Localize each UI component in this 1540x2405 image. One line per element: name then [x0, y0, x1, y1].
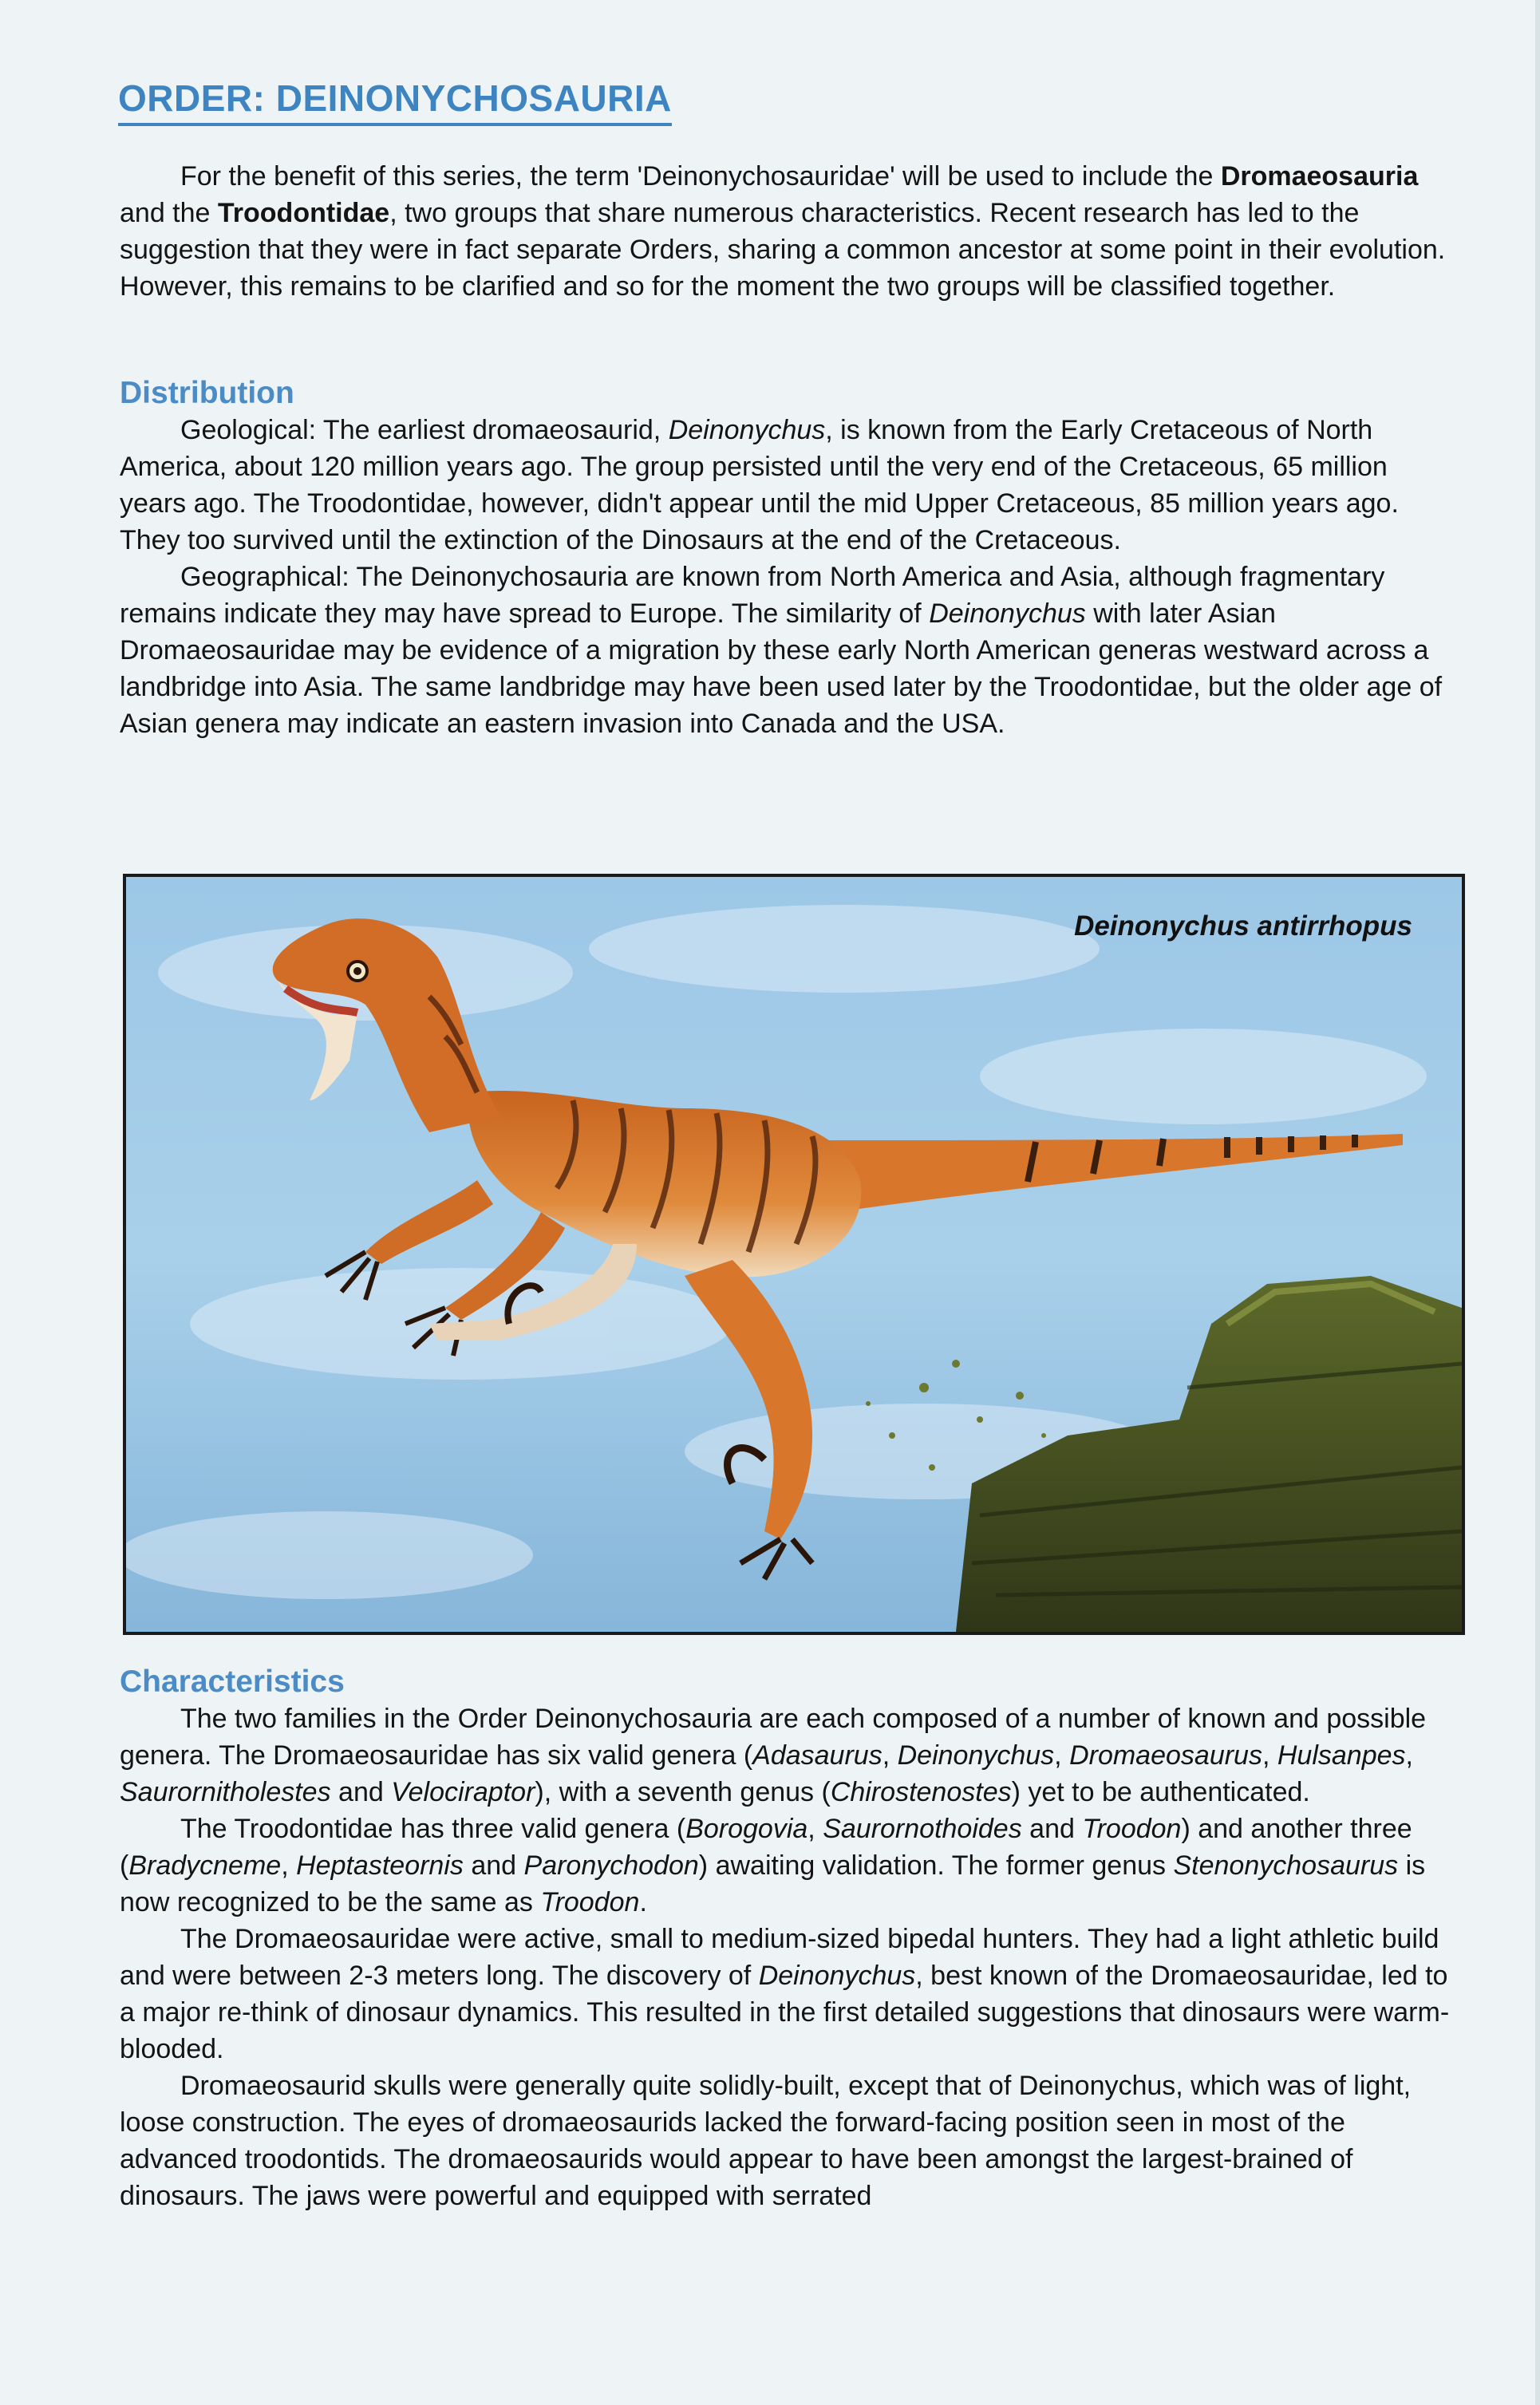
char-text: , — [1262, 1740, 1277, 1771]
char-text: , — [1405, 1740, 1413, 1771]
genus-deinonychus: Deinonychus — [929, 598, 1086, 629]
char-text: Dromaeosaurid skulls were generally quite solidly-built, except that of Deinonychus, which was of light, loose construction. The eyes of dromaeosaurids lacked the forward-facing position seen in most of the advanced troodontids. The dromaeosaurids would appear to have been amongst the largest-brained of dinosaurs. The jaws were powerful and equipped with serrated — [120, 2071, 1412, 2211]
char-text: The Dromaeosauridae were active, small to medium-sized bipedal hunters. They had a light athletic build and were between 2-3 meters long. The discovery of — [120, 1924, 1439, 1991]
genus-name: Troodon — [540, 1887, 640, 1917]
char-text: is now recognized to be the same as — [120, 1850, 1426, 1917]
intro-text: , two groups that share numerous characteristics. Recent research has led to the suggestion that they were in fact separate Orders, sharing a common ancestor at some point in their evolution. However, this remains to be clarified and so for the moment the two groups will be classified together. — [120, 198, 1446, 302]
char-text: , best known of the Dromaeosauridae, led to a major re-think of dinosaur dynamics. This resulted in the first detailed suggestions that dinosaurs were warm-blooded. — [120, 1961, 1450, 2064]
genus-name: Stenonychosaurus — [1173, 1850, 1399, 1881]
characteristics-paragraph-1 — [120, 1700, 1460, 1811]
genus-name: Borogovia — [685, 1814, 808, 1844]
char-text: ) and another three ( — [120, 1814, 1412, 1881]
characteristics-section — [120, 1664, 1460, 2214]
char-text: . — [639, 1887, 647, 1917]
char-text: , — [808, 1814, 823, 1844]
geological-paragraph — [120, 412, 1460, 559]
geographical-paragraph — [120, 559, 1460, 742]
characteristics-heading: Characteristics — [120, 1665, 345, 1699]
intro-paragraph — [120, 158, 1460, 305]
char-text: , — [882, 1740, 898, 1771]
characteristics-paragraph-3 — [120, 1921, 1460, 2067]
genus-deinonychus: Deinonychus — [668, 415, 826, 445]
genus-name: Bradycneme — [128, 1850, 282, 1881]
geo-text: with later Asian Dromaeosauridae may be evidence of a migration by these early North American generas westward across a landbridge into Asia. The same landbridge may have been used later by the Troodontidae, but the older age of Asian genera may indicate an eastern invasion into Canada and the USA. — [120, 598, 1443, 739]
geo-text: Geographical: The Deinonychosauria are known from North America and Asia, although fragmentary remains indicate they may have spread to Europe. The similarity of — [120, 562, 1385, 629]
char-text: ) yet to be authenticated. — [1011, 1777, 1310, 1807]
genus-name: Velociraptor — [391, 1777, 535, 1807]
genus-name: Paronychodon — [523, 1850, 699, 1881]
page-title: ORDER: DEINONYCHOSAURIA — [118, 77, 672, 126]
char-text: and — [1021, 1814, 1083, 1844]
genus-name: Adasaurus — [752, 1740, 883, 1771]
distribution-heading: Distribution — [120, 376, 294, 410]
illustration-caption: Deinonychus antirrhopus — [1074, 910, 1412, 942]
intro-text: and the — [120, 198, 218, 228]
geo-text: Geological: The earliest dromaeosaurid, — [180, 415, 669, 445]
char-text: and — [463, 1850, 524, 1881]
dinosaur-illustration — [123, 874, 1465, 1635]
genus-name: Hulsanpes — [1277, 1740, 1406, 1771]
genus-name: Dromaeosaurus — [1069, 1740, 1262, 1771]
characteristics-paragraph-4 — [120, 2067, 1460, 2214]
char-text: The Troodontidae has three valid genera ( — [180, 1814, 686, 1844]
intro-text: For the benefit of this series, the term 'Deinonychosauridae' will be used to include the — [180, 161, 1221, 192]
char-text: , — [281, 1850, 297, 1881]
char-text: ) awaiting validation. The former genus — [698, 1850, 1174, 1881]
genus-name: Chirostenostes — [830, 1777, 1012, 1807]
intro-section — [120, 158, 1460, 305]
genus-name: Heptasteornis — [296, 1850, 464, 1881]
char-text: The two families in the Order Deinonychosauria are each composed of a number of known and possible genera. The Dromaeosauridae has six valid genera ( — [120, 1704, 1427, 1771]
geo-text: , is known from the Early Cretaceous of North America, about 120 million years ago. The group persisted until the very end of the Cretaceous, 65 million years ago. The Troodontidae, however, didn't appear until the mid Upper Cretaceous, 85 million years ago. They too survived until the extinction of the Dinosaurs at the end of the Cretaceous. — [120, 415, 1399, 555]
deinonychus-painting — [126, 877, 1462, 1632]
char-text: ), with a seventh genus ( — [535, 1777, 831, 1807]
genus-name: Saurornitholestes — [120, 1777, 331, 1807]
distribution-section — [120, 375, 1460, 742]
char-text: , — [1054, 1740, 1070, 1771]
characteristics-paragraph-2 — [120, 1811, 1460, 1921]
genus-name: Saurornothoides — [823, 1814, 1022, 1844]
title-block — [118, 77, 1514, 126]
char-text: and — [330, 1777, 392, 1807]
intro-bold-dromaeosauria: Dromaeosauria — [1220, 161, 1419, 192]
genus-name: Deinonychus — [897, 1740, 1055, 1771]
intro-bold-troodontidae: Troodontidae — [217, 198, 390, 228]
genus-name: Deinonychus — [758, 1961, 916, 1991]
genus-name: Troodon — [1082, 1814, 1182, 1844]
